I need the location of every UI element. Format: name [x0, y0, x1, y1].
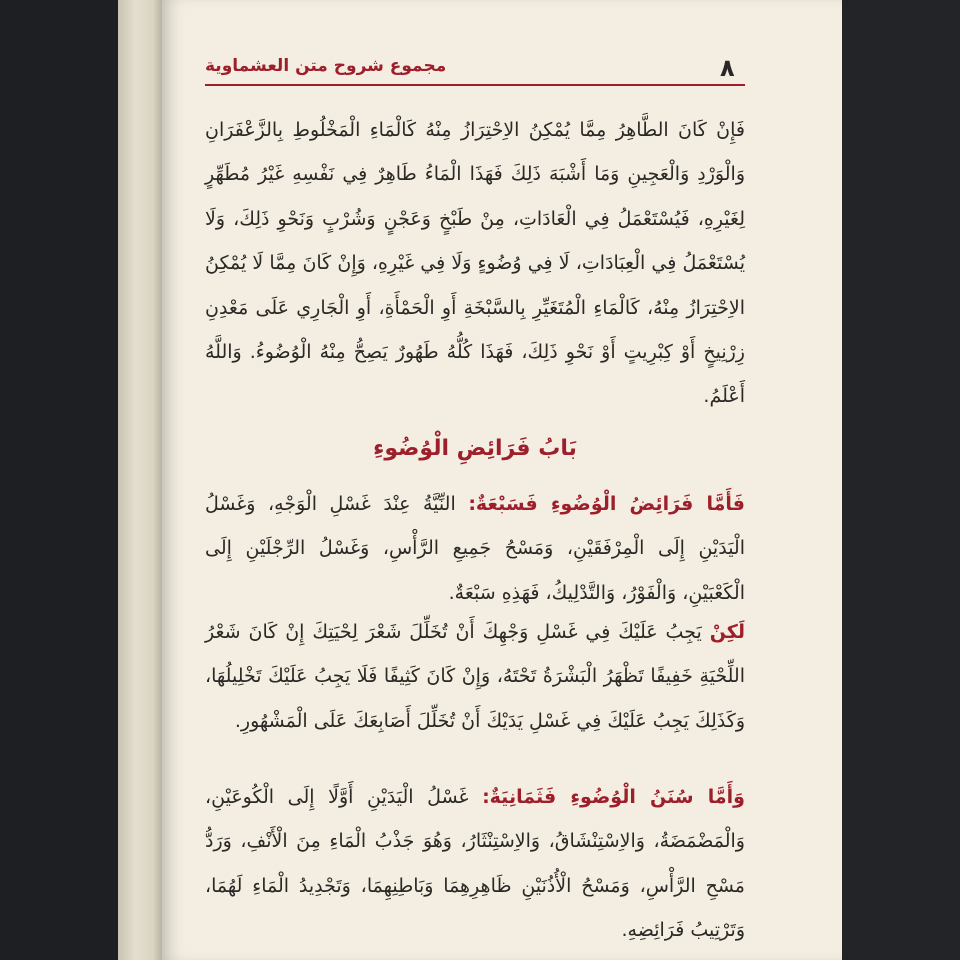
paragraph-water-rulings: فَإِنْ كَانَ الطَّاهِرُ مِمَّا يُمْكِنُ الاِحْتِرَازُ مِنْهُ كَالْمَاءِ الْمَخْلُوطِ بِالزَّعْفَرَانِ وَالْوَرْدِ وَالْعَجِينِ وَمَا أَشْبَهَ ذَلِكَ فَهَذَا الْمَاءُ طَاهِرٌ فِي نَفْسِهِ غَيْرُ مُطَهِّرٍ لِغَيْرِهِ، فَيُسْتَعْمَلُ فِي الْعَادَاتِ، مِنْ طَبْخٍ وَعَجْنٍ وَشُرْبٍ وَنَحْوِ ذَلِكَ، وَلَا يُسْتَعْمَلُ فِي الْعِبَادَاتِ، لَا فِي وُضُوءٍ وَلَا فِي غَيْرِهِ، وَإِنْ كَانَ مِمَّا لَا يُمْكِنُ الاِحْتِرَازُ مِنْهُ، كَالْمَاءِ الْمُتَغَيِّرِ بِالسَّبْخَةِ أَوِ الْحَمْأَةِ، أَوِ الْجَارِي عَلَى مَعْدِنِ زِرْنِيخٍ أَوْ كِبْرِيتٍ أَوْ نَحْوِ ذَلِكَ، فَهَذَا كُلُّهُ طَهُورٌ يَصِحُّ مِنْهُ الْوُضُوءُ. وَاللَّهُ أَعْلَمُ. [205, 119, 745, 408]
paragraph-sunnahs [205, 775, 745, 953]
paragraph-obligations [205, 482, 745, 615]
paragraph-lead: وَأَمَّا سُنَنُ الْوُضُوءِ فَثَمَانِيَةٌ: [482, 786, 745, 808]
previous-page-edge [118, 0, 162, 960]
section-heading: بَابُ فَرَائِضِ الْوُضُوءِ [373, 436, 577, 461]
page-number: ٨ [720, 54, 735, 82]
paragraph-lead: لَكِنْ [709, 621, 745, 643]
paragraph-body: غَسْلُ الْيَدَيْنِ أَوَّلًا إِلَى الْكُوعَيْنِ، وَالْمَضْمَضَةُ، وَالاِسْتِنْشَاقُ، وَالاِسْتِنْثَارُ، وَهُوَ جَذْبُ الْمَاءِ مِنَ الْأَنْفِ، وَرَدُّ مَسْحِ الرَّأْسِ، وَمَسْحُ الْأُذُنَيْنِ ظَاهِرِهِمَا وَبَاطِنِهِمَا، وَتَجْدِيدُ الْمَاءِ لَهُمَا، وَتَرْتِيبُ فَرَائِضِهِ. [205, 786, 745, 942]
paragraph-lead: فَأَمَّا فَرَائِضُ الْوُضُوءِ فَسَبْعَةٌ: [468, 493, 745, 515]
header-rule [205, 84, 745, 86]
dark-background [842, 0, 960, 960]
paragraph-body: يَجِبُ عَلَيْكَ فِي غَسْلِ وَجْهِكَ أَنْ تُخَلِّلَ شَعْرَ لِحْيَتِكَ إِنْ كَانَ شَعْرُ اللِّحْيَةِ خَفِيفًا تَظْهَرُ الْبَشْرَةُ تَحْتَهُ، وَإِنْ كَانَ كَثِيفًا فَلَا يَجِبُ عَلَيْكَ تَخْلِيلُهَا، وَكَذَلِكَ يَجِبُ عَلَيْكَ فِي غَسْلِ يَدَيْكَ أَنْ تُخَلِّلَ أَصَابِعَكَ عَلَى الْمَشْهُورِ. [205, 621, 745, 732]
paragraph-beard-rule [205, 610, 745, 743]
paragraph-body: النِّيَّةُ عِنْدَ غَسْلِ الْوَجْهِ، وَغَسْلُ الْيَدَيْنِ إِلَى الْمِرْفَقَيْنِ، وَمَسْحُ جَمِيعِ الرَّأْسِ، وَغَسْلُ الرِّجْلَيْنِ إِلَى الْكَعْبَيْنِ، وَالْفَوْرُ، وَالتَّدْلِيكُ، فَهَذِهِ سَبْعَةٌ. [205, 493, 745, 604]
running-title: مجموع شروح متن العشماوية [205, 56, 447, 76]
